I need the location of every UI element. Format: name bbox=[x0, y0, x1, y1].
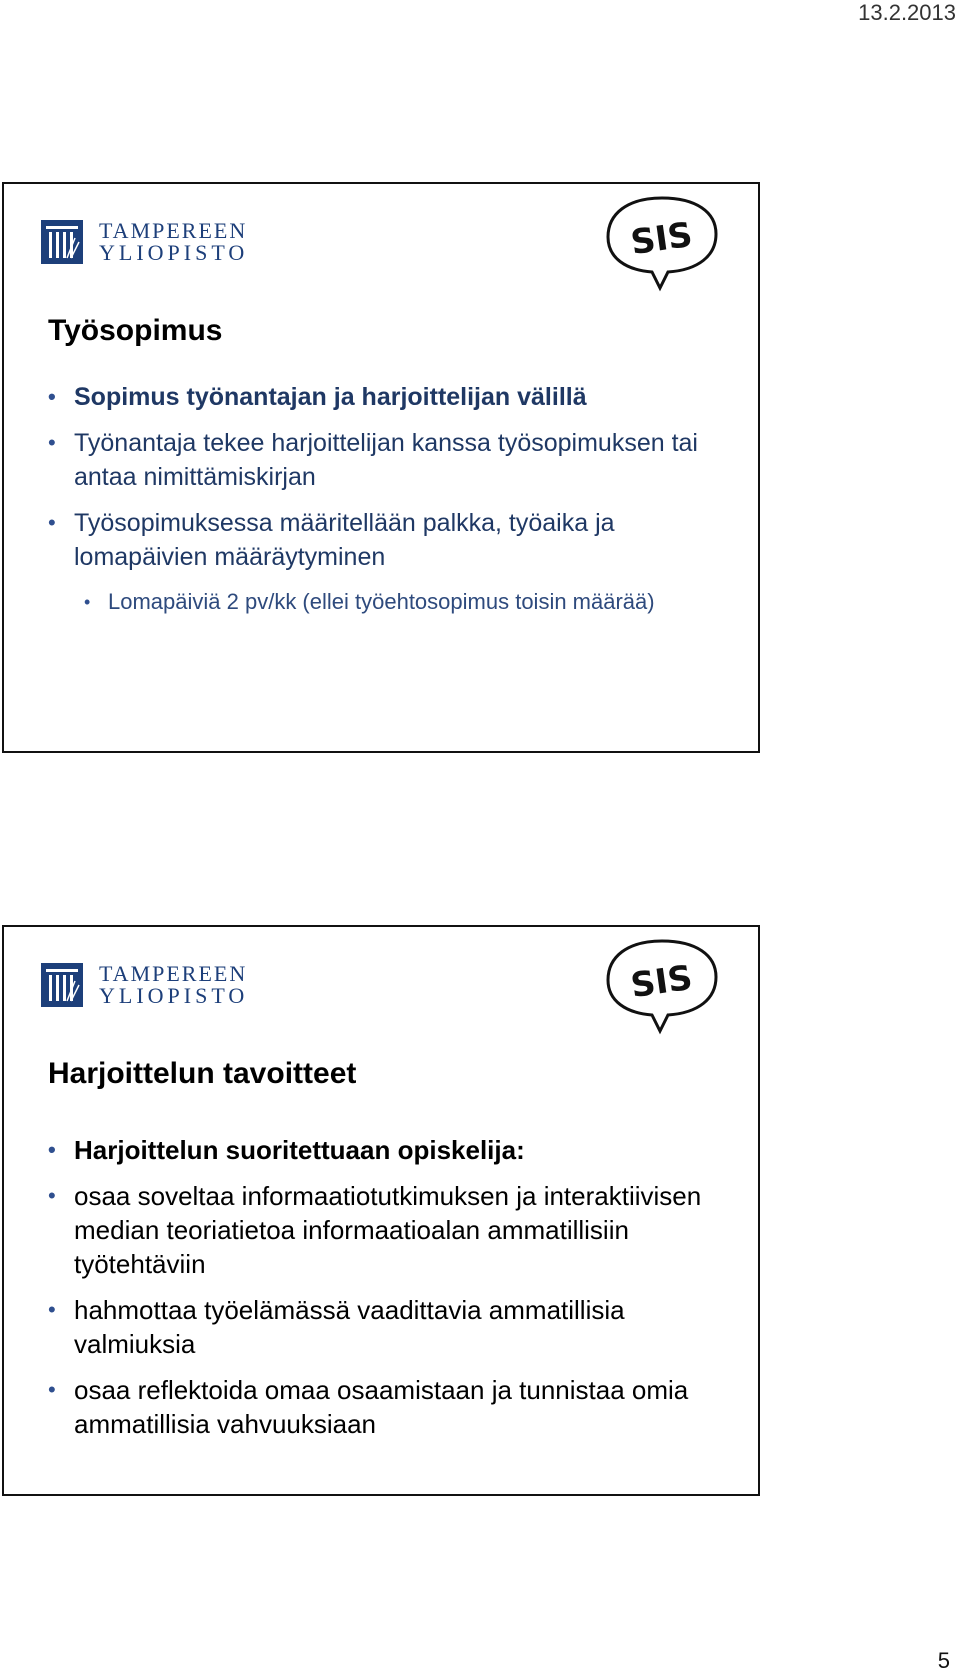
bullet-item: • Harjoittelun suoritettuaan opiskelija: bbox=[48, 1133, 728, 1167]
bullet-item: • osaa soveltaa informaatiotutkimuksen ja interaktiivisen median teoriatietoa informaatioalan ammatillisiin työtehtäviin bbox=[48, 1179, 728, 1281]
university-name-line2: YLIOPISTO bbox=[99, 240, 249, 265]
sub-bullet-item: • Lomapäiviä 2 pv/kk (ellei työehtosopimus toisin määrää) bbox=[48, 586, 728, 618]
sis-speech-bubble-logo bbox=[602, 192, 722, 292]
university-name-line2: YLIOPISTO bbox=[99, 983, 249, 1008]
university-logo-icon bbox=[41, 963, 83, 1007]
slide-title: Työsopimus bbox=[48, 314, 223, 347]
bullet-item: • Sopimus työnantajan ja harjoittelijan välillä bbox=[48, 380, 728, 414]
bullet-item: • hahmottaa työelämässä vaadittavia ammatillisia valmiuksia bbox=[48, 1293, 728, 1361]
university-logo-icon bbox=[41, 220, 83, 264]
slide-title: Harjoittelun tavoitteet bbox=[48, 1057, 357, 1090]
university-name-line1: TAMPEREEN bbox=[99, 961, 248, 986]
bullet-list bbox=[48, 1133, 728, 1453]
bullet-item: • Työsopimuksessa määritellään palkka, työaika ja lomapäivien määräytyminen bbox=[48, 506, 728, 574]
bullet-list bbox=[48, 380, 728, 630]
university-name bbox=[99, 963, 248, 1007]
sis-text: SIS bbox=[628, 214, 695, 264]
sis-text: SIS bbox=[628, 957, 695, 1007]
university-logo bbox=[41, 220, 248, 264]
slide-tyosopimus bbox=[2, 182, 760, 753]
university-name-line1: TAMPEREEN bbox=[99, 218, 248, 243]
bullet-item: • Työnantaja tekee harjoittelijan kanssa työsopimuksen tai antaa nimittämiskirjan bbox=[48, 426, 728, 494]
page-date: 13.2.2013 bbox=[858, 0, 956, 25]
sis-speech-bubble-logo bbox=[602, 935, 722, 1035]
bullet-item: • osaa reflektoida omaa osaamistaan ja tunnistaa omia ammatillisia vahvuuksiaan bbox=[48, 1373, 728, 1441]
university-name bbox=[99, 220, 248, 264]
slide-harjoittelun-tavoitteet bbox=[2, 925, 760, 1496]
page-number: 5 bbox=[937, 1648, 950, 1673]
university-logo bbox=[41, 963, 248, 1007]
